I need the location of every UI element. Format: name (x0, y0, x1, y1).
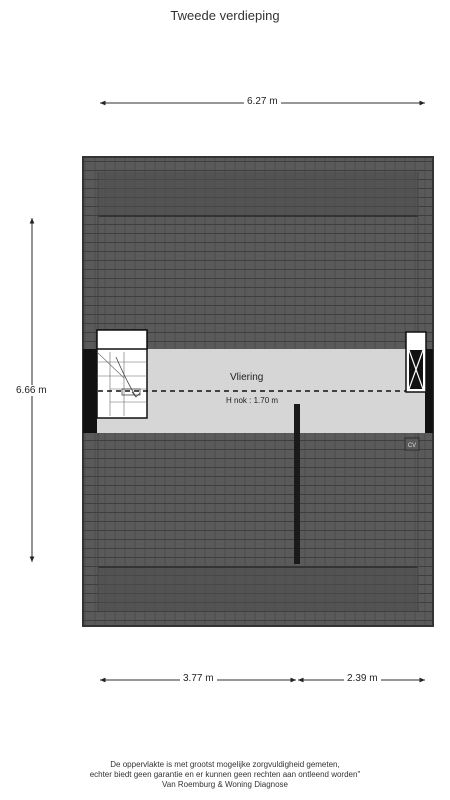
ridge-height-label: H nok : 1.70 m (226, 396, 279, 405)
roof-window-icon (406, 332, 426, 392)
disclaimer-line-3: Van Roemburg & Woning Diagnose (162, 780, 288, 789)
stairs-icon (97, 330, 147, 418)
disclaimer-line-1: De oppervlakte is met grootst mogelijke zorgvuldigheid gemeten, (110, 760, 340, 769)
boiler-label: CV (407, 443, 417, 449)
boiler-icon (405, 438, 419, 450)
disclaimer-line-2: echter biedt geen garantie en er kunnen geen rechten aan ontleend worden" (89, 770, 361, 779)
floor-title: Tweede verdieping (170, 8, 280, 23)
room-name: Vliering (230, 372, 264, 383)
dimension-top-label: 6.27 m (244, 96, 281, 107)
dimension-bottom-right-label: 2.39 m (344, 673, 381, 684)
dimension-left-label: 6.66 m (13, 385, 50, 396)
disclaimer (0, 760, 450, 790)
dimension-bottom-left-label: 3.77 m (180, 673, 217, 684)
